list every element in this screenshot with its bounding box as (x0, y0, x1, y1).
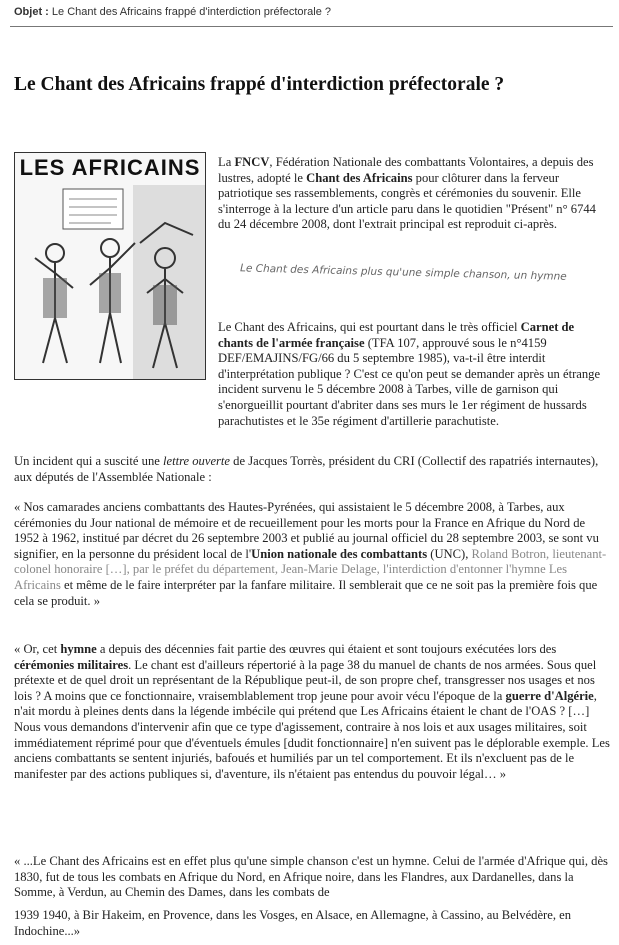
intro-text-c: pour clôturer dans la ferveur patriotique ses rassemblements, congrès et cérémonies du souvenir. Elle s'interroge à la lecture d'un article paru dans le quotidien "Présent" n° 6744 du 24 décembre 2008, dont l'extrait principal est reproduit ci-après. (218, 170, 596, 232)
handwritten-note: Le Chant des Africains plus qu'une simple chanson, un hymne (239, 262, 567, 283)
quote-four: 1939 1940, à Bir Hakeim, en Provence, dans les Vosges, en Alsace, en Allemagne, à Cassino, au Belvédère, en Indochine...» (14, 908, 572, 938)
q2-text-b: a depuis des décennies fait partie des œuvres qui étaient et sont toujours exécutées lors des (96, 642, 557, 656)
intro-text-b: , Fédération Nationale des combattants Volontaires, a depuis des lustres, adopté le (218, 155, 594, 185)
intro-paragraph (218, 155, 608, 233)
intro-text-a: La (218, 155, 235, 169)
q2-text-d: , n'ait mordu à pleines dents dans la légende imbécile qui prétend que Les Africains étaient le chant de l'OAS ? […] Nous vous demandons d'intervenir afin que ce type d'agissement, contraire à nos lois et aux usages militaires, soit immédiatement réprimé pour que d'éventuels émules [dudit fonctionnaire] n'en suivent pas le déplorable exemple. Les anciens combattants se sentent injuriés, bafoués et humiliés par un tel comportement. Et ils n'excluent pas de le manifester par des actions publiques si, d'aventure, ils n'étaient pas entendus du pouvoir légal… » (14, 688, 610, 781)
q1-text-b: (UNC), (427, 546, 472, 561)
p3-text-b: de Jacques Torrès, président du CRI (Collectif des rapatriés internautes), aux députés de l'Assemblée Nationale : (14, 454, 599, 484)
fncv-acronym: FNCV (234, 155, 270, 169)
p2-text-b: (TFA 107, approuvé sous le n°4159 DEF/EMAJINS/FG/66 du 5 septembre 1985), va-t-il être interdit d'interprétation publique ? C'est ce qu'on peut se demander après un étrange incident survenu le 5 décembre 2008 à Tarbes, ville de garnison qui s'enorgueillit pourtant d'abriter dans ses murs le 1er régiment de hussards parachutistes et le 35e régiment d'artillerie parachutiste. (218, 335, 601, 428)
poster-illustration (15, 153, 205, 379)
q2-text-a: « Or, cet (14, 642, 61, 656)
subject-line (14, 6, 331, 18)
article-title: Le Chant des Africains frappé d'interdiction préfectorale ? (14, 74, 505, 95)
poster-title: LES AFRICAINS (19, 155, 201, 180)
header-divider (10, 26, 613, 27)
q2-text-c: . Le chant est d'ailleurs répertorié à la page 38 du manuel de chants de nos armées. Sous quel prétexte et de quel droit un représentant de la République peut-il, de son propre chef, transgresser nos usages et nos lois ? A moins que ce fonctionnaire, vraisemblablement trop jeune pour avoir vécu l'époque de la (14, 657, 597, 703)
paragraph-incident (14, 454, 610, 485)
quote-two (14, 642, 610, 782)
p3-text-a: Un incident qui a suscité une (14, 454, 163, 468)
lettre-ouverte: lettre ouverte (163, 454, 231, 468)
paragraph-carnet-text (218, 320, 610, 429)
poster-image (14, 152, 206, 380)
quote-one (14, 500, 610, 609)
ceremonies-phrase: cérémonies militaires (14, 657, 129, 672)
carnet-title: Carnet de chants de l'armée française (218, 320, 575, 350)
unc-name: Union nationale des combattants (251, 546, 428, 561)
subject-text: Le Chant des Africains frappé d'interdiction préfectorale ? (51, 6, 332, 18)
q1-text-c: et même de le faire interpréter par la fanfare militaire. Il semblerait que ce ne soit pas la première fois que cela se produit. » (14, 577, 598, 608)
q1-text-a: « Nos camarades anciens combattants des Hautes-Pyrénées, qui assistaient le 5 décembre 2008, à Tarbes, aux cérémonies du Jour national de mémoire et de recueillement pour les morts pour la France en Afrique du Nord de 1952 à 1962, institué par décret du 26 septembre 2003 et publié au journal officiel du 28 septembre 2003, se sont vu signifier, en la personne du président local de l' (14, 500, 599, 561)
subject-label: Objet : (14, 6, 49, 18)
p2-text-a: Le Chant des Africains, qui est pourtant dans le très officiel (218, 320, 521, 334)
quote-three: « ...Le Chant des Africains est en effet plus qu'une simple chanson c'est un hymne. Celui de l'armée d'Afrique qui, dès 1830, fut de tous les combats en Afrique du Nord, en Afrique noire, dans les Flandres, aux Dardanelles, dans la Somme, à Verdun, au Chemin des Dames, dans les combats de (14, 854, 608, 900)
guerre-phrase: guerre d'Algérie (505, 688, 594, 703)
chant-name: Chant des Africains (306, 170, 413, 185)
hymne-word: hymne (60, 642, 97, 656)
faded-text: Roland Botron, lieutenant-colonel honoraire […], par le préfet du département, Jean-Marie Delage, l'interdiction d'entonner l'hymne Les Africains (14, 546, 607, 592)
